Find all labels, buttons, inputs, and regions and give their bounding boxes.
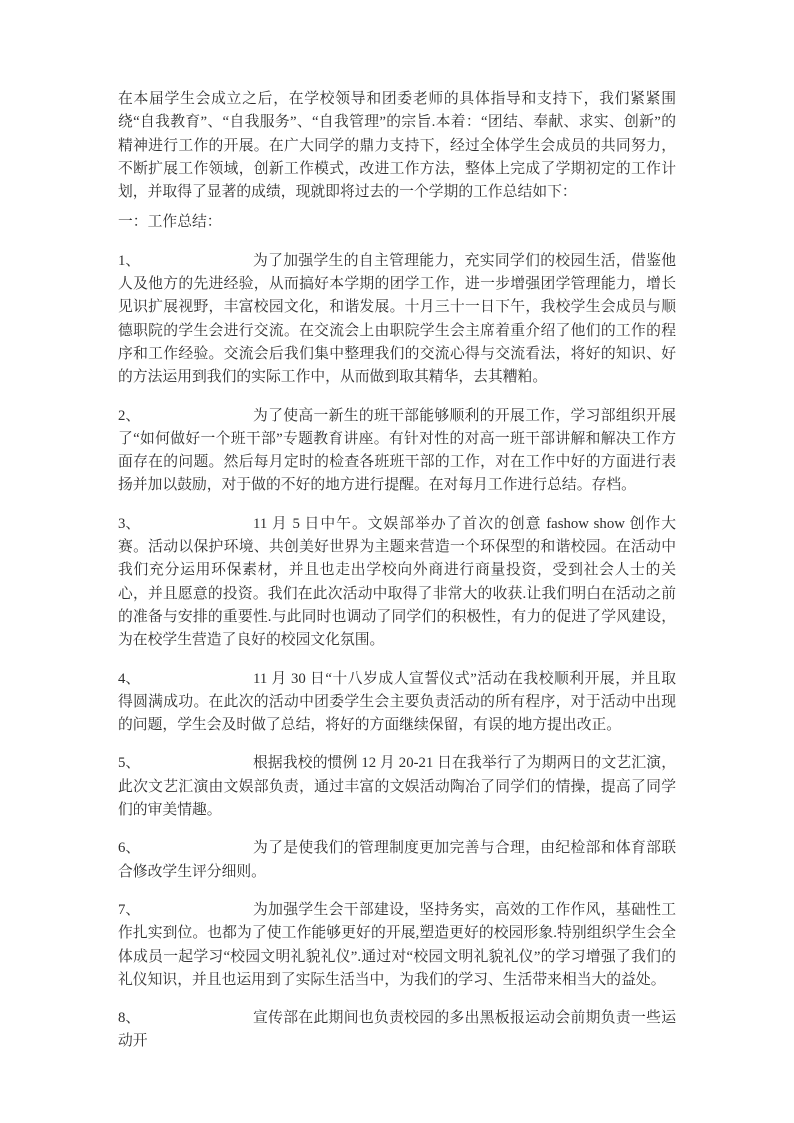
item-number: 7、 — [118, 901, 141, 918]
item-text: 宣传部在此期间也负责校园的多出黑板报运动会前期负责一些运动开 — [118, 1010, 676, 1050]
item-text: 11 月 5 日中午。文娱部举办了首次的创意 fashow show 创作大赛。活动以保护环境、共创美好世界为主题来营造一个环保型的和谐校园。在活动中我们充分运用环保素材，并且也走出学校向外商进行商量投资，受到社会人士的关心，并且愿意的投资。我们在此次活动中取得了非常大的收获.让我们明白在活动之前的准备与安排的重要性.与此同时也调动了同学们的积极性，有力的促进了学风建设，为在校学生营造了良好的校园文化氛围。 — [118, 515, 676, 649]
item-number: 3、 — [118, 515, 141, 532]
item-text: 为了使高一新生的班干部能够顺利的开展工作，学习部组织开展了“如何做好一个班干部”专题教育讲座。有针对性的对高一班干部讲解和解决工作方面存在的问题。然后每月定时的检查各班班干部的工作，对在工作中好的方面进行表扬并加以鼓励，对于做的不好的地方进行提醒。在对每月工作进行总结。存档。 — [118, 407, 676, 494]
item-text: 根据我校的惯例 12 月 20-21 日在我举行了为期两日的文艺汇演，此次文艺汇演由文娱部负责，通过丰富的文娱活动陶冶了同学们的情操，提高了同学们的审美情趣。 — [118, 755, 676, 819]
intro-paragraph: 在本届学生会成立之后，在学校领导和团委老师的具体指导和支持下，我们紧紧围绕“自我教育”、“自我服务”、“自我管理”的宗旨.本着：“团结、奉献、求实、创新”的精神进行工作的开展。在广大同学的鼎力支持下，经过全体学生会成员的共同努力，不断扩展工作领域，创新工作模式，改进工作方法，整体上完成了学期初定的工作计划，并取得了显著的成绩，现就即将过去的一个学期的工作总结如下： — [118, 91, 676, 201]
item-number: 2、 — [118, 407, 141, 424]
list-item — [118, 405, 676, 498]
list-item — [118, 668, 676, 738]
item-number: 8、 — [118, 1010, 141, 1027]
item-number: 5、 — [118, 755, 141, 772]
item-number: 6、 — [118, 840, 141, 857]
list-item — [118, 513, 676, 653]
item-number: 4、 — [118, 670, 141, 687]
item-text: 为了是使我们的管理制度更加完善与合理，由纪检部和体育部联合修改学生评分细则。 — [118, 840, 676, 880]
item-text: 11 月 30 日“十八岁成人宣誓仪式”活动在我校顺利开展，并且取得圆满成功。在此次的活动中团委学生会主要负责活动的所有程序，对于活动中出现的问题，学生会及时做了总结，将好的方面继续保留，有误的地方提出改正。 — [118, 670, 676, 734]
list-item — [118, 899, 676, 992]
item-text: 为加强学生会干部建设，坚持务实，高效的工作作风，基础性工作扎实到位。也都为了使工作能够更好的开展,塑造更好的校园形象.特别组织学生会全体成员一起学习“校园文明礼貌礼仪”.通过对“校园文明礼貌礼仪”的学习增强了我们的礼仪知识，并且也运用到了实际生活当中，为我们的学习、生活带来相当大的益处。 — [118, 901, 676, 988]
list-item — [118, 250, 676, 390]
list-item — [118, 752, 676, 822]
list-item — [118, 1007, 676, 1054]
list-item — [118, 837, 676, 884]
item-number: 1、 — [118, 252, 141, 269]
item-text: 为了加强学生的自主管理能力，充实同学们的校园生活，借鉴他人及他方的先进经验，从而搞好本学期的团学工作，进一步增强团学管理能力，增长见识扩展视野，丰富校园文化，和谐发展。十月三十一日下午，我校学生会成员与顺德职院的学生会进行交流。在交流会上由职院学生会主席着重介绍了他们的工作的程序和工作经验。交流会后我们集中整理我们的交流心得与交流看法，将好的知识、好的方法运用到我们的实际工作中，从而做到取其精华，去其糟粕。 — [118, 252, 676, 386]
section-heading: 一：工作总结： — [118, 214, 222, 231]
